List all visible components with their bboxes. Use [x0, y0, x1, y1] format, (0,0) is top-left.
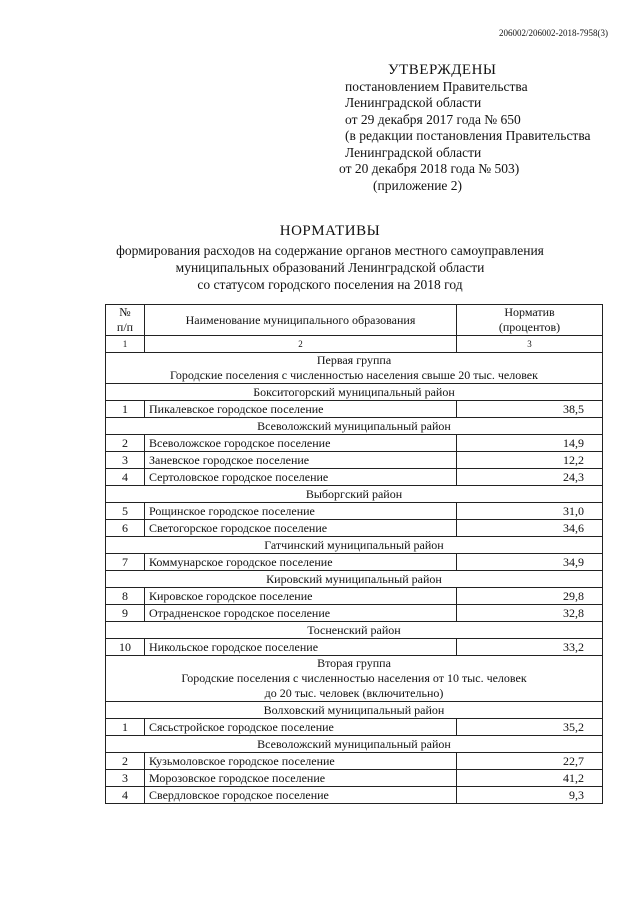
table-row: [106, 787, 603, 804]
approval-title: УТВЕРЖДЕНЫ: [388, 62, 497, 78]
group-header: Вторая группа Городские поселения с численностью населения от 10 тыс. человек до 20 тыс. человек (включительно): [106, 656, 603, 702]
municipality-name: Кузьмоловское городское поселение: [145, 753, 457, 770]
district-row: [106, 571, 603, 588]
district-row: [106, 486, 603, 503]
table-row: [106, 520, 603, 537]
municipality-name: Сертоловское городское поселение: [145, 469, 457, 486]
row-number: 1: [106, 719, 145, 736]
table-row: [106, 469, 603, 486]
municipality-name: Кировское городское поселение: [145, 588, 457, 605]
row-number: 1: [106, 401, 145, 418]
table-row: [106, 435, 603, 452]
municipality-name: Коммунарское городское поселение: [145, 554, 457, 571]
column-index: 1: [106, 336, 145, 353]
norm-value: 12,2: [457, 452, 603, 469]
row-number: 6: [106, 520, 145, 537]
municipality-name: Светогорское городское поселение: [145, 520, 457, 537]
heading-line: со статусом городского поселения на 2018 год: [197, 277, 463, 292]
row-number: 3: [106, 452, 145, 469]
row-number: 5: [106, 503, 145, 520]
district-name: Выборгский район: [106, 486, 603, 503]
norm-value: 29,8: [457, 588, 603, 605]
row-number: 3: [106, 770, 145, 787]
district-row: [106, 702, 603, 719]
municipality-name: Отрадненское городское поселение: [145, 605, 457, 622]
table-row: [106, 554, 603, 571]
district-row: [106, 622, 603, 639]
approval-line: Ленинградской области: [345, 95, 482, 110]
row-number: 9: [106, 605, 145, 622]
row-number: 7: [106, 554, 145, 571]
approval-line: от 29 декабря 2017 года № 650: [345, 111, 521, 127]
district-name: Всеволожский муниципальный район: [106, 418, 603, 435]
table-row: [106, 639, 603, 656]
norm-value: 32,8: [457, 605, 603, 622]
table-row: [106, 452, 603, 469]
norm-value: 33,2: [457, 639, 603, 656]
municipality-name: Заневское городское поселение: [145, 452, 457, 469]
municipality-name: Рощинское городское поселение: [145, 503, 457, 520]
table-row: [106, 503, 603, 520]
norm-value: 41,2: [457, 770, 603, 787]
row-number: 2: [106, 753, 145, 770]
group-header-row: [106, 656, 603, 702]
municipality-name: Свердловское городское поселение: [145, 787, 457, 804]
district-row: [106, 736, 603, 753]
row-number: 4: [106, 787, 145, 804]
norm-value: 22,7: [457, 753, 603, 770]
table-header-row: [106, 305, 603, 336]
district-name: Тосненский район: [106, 622, 603, 639]
row-number: 8: [106, 588, 145, 605]
row-number: 4: [106, 469, 145, 486]
table-row: [106, 719, 603, 736]
approval-line: Ленинградской области: [345, 144, 482, 160]
district-row: [106, 384, 603, 401]
table-row: [106, 605, 603, 622]
norm-value: 34,6: [457, 520, 603, 537]
group-header: Первая группа Городские поселения с численностью населения свыше 20 тыс. человек: [106, 353, 603, 384]
heading-line: муниципальных образований Ленинградской области: [175, 260, 485, 275]
district-name: Всеволожский муниципальный район: [106, 736, 603, 753]
column-header-name: Наименование муниципального образования: [145, 305, 457, 336]
norm-value: 35,2: [457, 719, 603, 736]
table-row: [106, 753, 603, 770]
norm-value: 24,3: [457, 469, 603, 486]
document-heading: [100, 223, 560, 293]
municipality-name: Морозовское городское поселение: [145, 770, 457, 787]
column-index-row: [106, 336, 603, 353]
norm-value: 9,3: [457, 787, 603, 804]
column-header-number: № п/п: [106, 305, 145, 336]
municipality-name: Всеволожское городское поселение: [145, 435, 457, 452]
table-row: [106, 770, 603, 787]
norm-value: 34,9: [457, 554, 603, 571]
district-name: Бокситогорский муниципальный район: [106, 384, 603, 401]
heading-line: формирования расходов на содержание органов местного самоуправления: [116, 243, 544, 258]
heading-title: НОРМАТИВЫ: [279, 223, 381, 239]
table-row: [106, 588, 603, 605]
group-header-row: [106, 353, 603, 384]
approval-line: постановлением Правительства: [345, 78, 528, 94]
municipality-name: Сясьстройское городское поселение: [145, 719, 457, 736]
row-number: 10: [106, 639, 145, 656]
approval-line: от 20 декабря 2018 года № 503): [339, 161, 520, 176]
norm-value: 31,0: [457, 503, 603, 520]
municipality-name: Никольское городское поселение: [145, 639, 457, 656]
norms-table: [105, 304, 603, 804]
approval-block: [339, 62, 591, 194]
table-row: [106, 401, 603, 418]
document-number: 206002/206002-2018-7958(3): [499, 28, 608, 38]
approval-appendix: (приложение 2): [373, 177, 463, 193]
column-index: 3: [457, 336, 603, 353]
district-name: Гатчинский муниципальный район: [106, 537, 603, 554]
district-name: Кировский муниципальный район: [106, 571, 603, 588]
district-row: [106, 537, 603, 554]
approval-line: (в редакции постановления Правительства: [345, 128, 591, 143]
district-name: Волховский муниципальный район: [106, 702, 603, 719]
norm-value: 14,9: [457, 435, 603, 452]
column-index: 2: [145, 336, 457, 353]
municipality-name: Пикалевское городское поселение: [145, 401, 457, 418]
column-header-norm: Норматив (процентов): [457, 305, 603, 336]
row-number: 2: [106, 435, 145, 452]
district-row: [106, 418, 603, 435]
norm-value: 38,5: [457, 401, 603, 418]
